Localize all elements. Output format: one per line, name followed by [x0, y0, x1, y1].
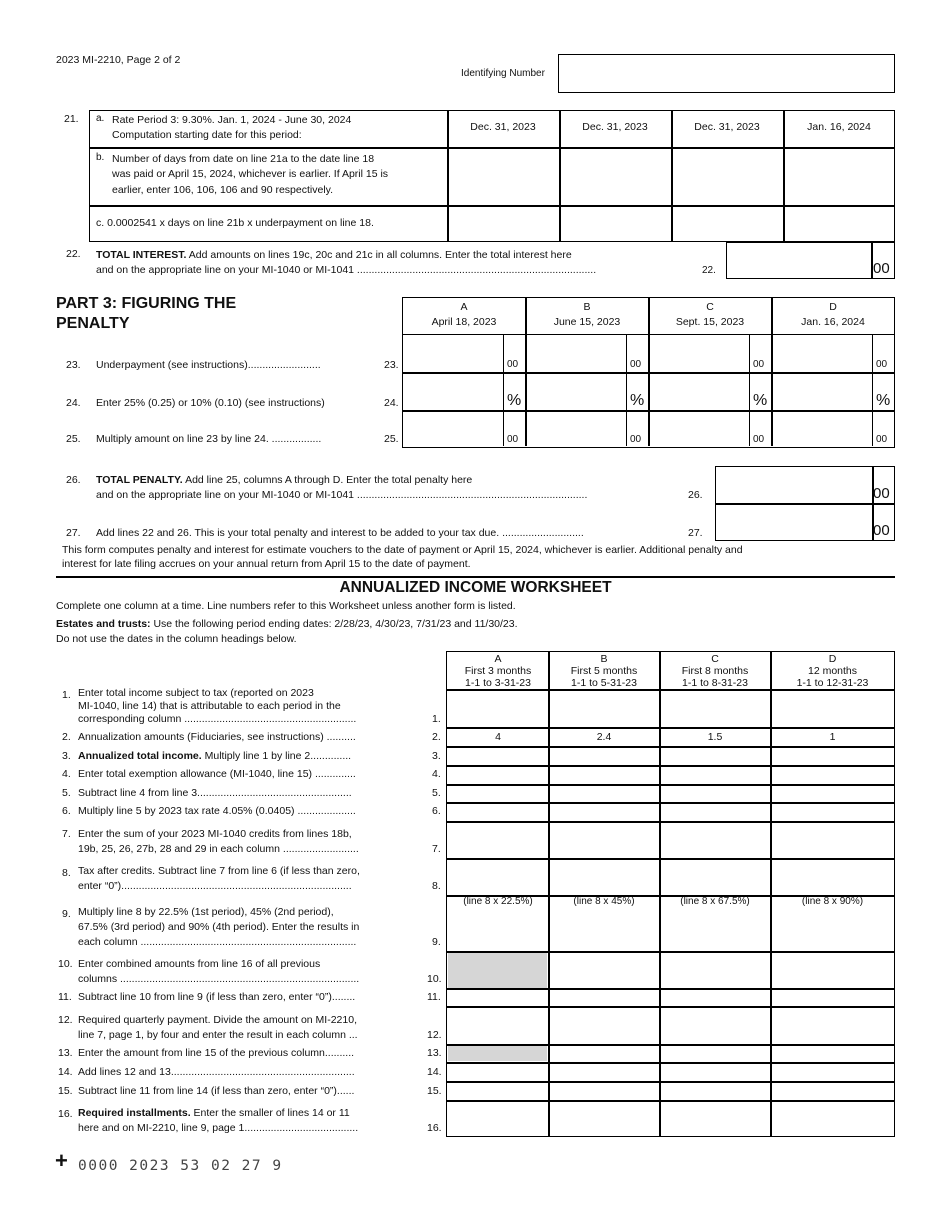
ws-line1-text-1: Enter total income subject to tax (reported on 2023 [78, 687, 314, 699]
ws-line1-ref: 1. [432, 713, 441, 725]
line21a-date-d: Jan. 16, 2024 [807, 121, 871, 133]
ws-line2-col-b: 2.4 [596, 731, 612, 743]
ws-line9-text-3: each column .......................................................................... [78, 936, 357, 948]
line23-col-d-input[interactable] [773, 336, 872, 372]
part3-col-d-date: Jan. 16, 2024 [801, 316, 865, 328]
identifying-number-field[interactable] [558, 54, 895, 93]
ws-line9-hint-d: (line 8 x 90%) [801, 896, 864, 907]
penalty-note-2: interest for late filing accrues on your annual return from April 15 to the date of payment. [62, 558, 471, 570]
ws-line13-ref: 13. [427, 1047, 442, 1059]
penalty-note-1: This form computes penalty and interest for estimate vouchers to the date of payment or April 15, 2024, whichever is earlier. Additional penalty and [62, 544, 743, 556]
ws-line4-text: Enter total exemption allowance (MI-1040, line 15) .............. [78, 768, 356, 780]
ws-line3-ref: 3. [432, 750, 441, 762]
line25-col-a-cents: 00 [507, 434, 519, 445]
line26-ref: 26. [688, 489, 703, 501]
line21a-date-b: Dec. 31, 2023 [582, 121, 648, 133]
ws-line9-text-2: 67.5% (3rd period) and 90% (4th period). Enter the results in [78, 921, 360, 933]
line25-number: 25. [66, 433, 81, 445]
line22-text-1: TOTAL INTEREST. Add amounts on lines 19c, 20c and 21c in all columns. Enter the total interest here [96, 249, 572, 261]
line25-text: Multiply amount on line 23 by line 24. ................. [96, 433, 322, 445]
line22-ref: 22. [702, 265, 716, 276]
line22-text-2: and on the appropriate line on your MI-1040 or MI-1041 .................................................................................. [96, 264, 597, 276]
line23-col-a-input[interactable] [404, 336, 503, 372]
part3-title-1: PART 3: FIGURING THE [56, 295, 237, 312]
line24-ref: 24. [384, 397, 399, 409]
ws-line3-number: 3. [62, 750, 71, 762]
worksheet-col-d-header: D 12 months 1-1 to 12-31-23 [796, 653, 869, 689]
plus-marker-icon: + [55, 1148, 68, 1173]
ws-line15-text: Subtract line 11 from line 14 (if less than zero, enter “0”)...... [78, 1085, 355, 1097]
line27-number: 27. [66, 527, 81, 539]
line24-col-c-percent: % [753, 392, 768, 409]
part3-title-2: PENALTY [56, 315, 130, 332]
scan-line-code: 0000 2023 53 02 27 9 [78, 1158, 283, 1174]
ws-line5-number: 5. [62, 787, 71, 799]
line26-cents: 00 [873, 485, 890, 502]
ws-line16-text-2: here and on MI-2210, line 9, page 1....................................... [78, 1122, 359, 1134]
ws-line11-number: 11. [58, 991, 72, 1003]
line24-col-d-input[interactable] [773, 374, 872, 410]
ws-line5-text: Subtract line 4 from line 3..................................................... [78, 787, 352, 799]
worksheet-title: ANNUALIZED INCOME WORKSHEET [339, 579, 612, 596]
worksheet-grid [446, 651, 895, 1137]
ws-line2-col-a: 4 [495, 731, 501, 743]
ws-line6-number: 6. [62, 805, 71, 817]
line24-text: Enter 25% (0.25) or 10% (0.10) (see instructions) [96, 397, 325, 409]
ws-line9-text-1: Multiply line 8 by 22.5% (1st period), 45% (2nd period), [78, 906, 334, 918]
line25-col-d-cents: 00 [876, 434, 888, 445]
ws-line14-ref: 14. [427, 1066, 442, 1078]
line23-text: Underpayment (see instructions)......................... [96, 359, 321, 371]
line21a-date-a: Dec. 31, 2023 [470, 121, 536, 133]
line23-col-d-cents: 00 [876, 359, 888, 370]
line22-total-field[interactable] [726, 242, 895, 279]
line23-col-a-cents: 00 [507, 359, 519, 370]
section-divider [56, 576, 895, 578]
ws-line1-text-3: corresponding column ........................................................... [78, 713, 357, 725]
ws-line6-text: Multiply line 5 by 2023 tax rate 4.05% (0.0405) .................... [78, 805, 356, 817]
ws-line12-text-1: Required quarterly payment. Divide the amount on MI-2210, [78, 1014, 357, 1026]
ws-line1-text-2: MI-1040, line 14) that is attributable to each period in the [78, 700, 341, 712]
line21a-date-c: Dec. 31, 2023 [694, 121, 760, 133]
worksheet-intro-3: Do not use the dates in the column headings below. [56, 633, 297, 645]
part3-col-a-letter: A [460, 301, 468, 313]
ws-line10-text-2: columns .................................................................................. [78, 973, 360, 985]
ws-line9-hint-c: (line 8 x 67.5%) [680, 896, 750, 907]
line23-number: 23. [66, 359, 81, 371]
ws-line2-col-d: 1 [829, 731, 836, 743]
line24-number: 24. [66, 397, 81, 409]
ws-line9-hint-a: (line 8 x 22.5%) [463, 896, 533, 907]
ws-line14-number: 14. [58, 1066, 73, 1078]
line23-ref: 23. [384, 359, 399, 371]
form-id: 2023 MI-2210, Page 2 of 2 [56, 54, 181, 66]
ws-line12-number: 12. [58, 1014, 73, 1026]
line21b-letter: b. [96, 152, 105, 163]
ws-line13-text: Enter the amount from line 15 of the previous column.......... [78, 1047, 355, 1059]
part3-col-c-letter: C [706, 301, 714, 313]
ws-line4-number: 4. [62, 768, 71, 780]
line23-col-c-cents: 00 [753, 359, 765, 370]
line27-total-field[interactable] [717, 504, 870, 539]
line25-col-a-input[interactable] [404, 412, 503, 447]
line24-col-a-input[interactable] [404, 374, 503, 410]
worksheet-intro-1: Complete one column at a time. Line numbers refer to this Worksheet unless another form is listed. [56, 600, 516, 612]
ws-line7-text-2: 19b, 25, 26, 27b, 28 and 29 in each column .......................... [78, 843, 359, 855]
ws-line2-col-c: 1.5 [707, 731, 723, 743]
worksheet-col-a-header: A First 3 months 1-1 to 3-31-23 [464, 653, 532, 689]
ws-line8-text-1: Tax after credits. Subtract line 7 from line 6 (if less than zero, [78, 865, 360, 877]
ws-line8-number: 8. [62, 867, 71, 879]
ws-line16-ref: 16. [427, 1122, 442, 1134]
ws-line15-ref: 15. [427, 1085, 442, 1097]
ws-line2-number: 2. [62, 731, 71, 743]
line21b-text-1: Number of days from date on line 21a to the date line 18 [112, 153, 375, 165]
line25-ref: 25. [384, 433, 399, 445]
line25-col-d-input[interactable] [773, 412, 872, 447]
line26-text-2: and on the appropriate line on your MI-1040 or MI-1041 ............................................................................... [96, 489, 588, 501]
worksheet-col-c-header: C First 8 months 1-1 to 8-31-23 [681, 653, 749, 689]
ws-line12-ref: 12. [427, 1029, 442, 1041]
ws-line10-number: 10. [58, 958, 73, 970]
ws-line12-text-2: line 7, page 1, by four and enter the result in each column ... [78, 1029, 358, 1041]
worksheet-intro-2: Estates and trusts: Use the following period ending dates: 2/28/23, 4/30/23, 7/31/23 and 11/30/23. [56, 618, 518, 630]
ws-line11-text: Subtract line 10 from line 9 (if less than zero, enter “0”)........ [78, 991, 356, 1003]
line23-col-b-cents: 00 [630, 359, 642, 370]
ws-line3-text: Annualized total income. Multiply line 1 by line 2.............. [78, 750, 352, 762]
line25-col-c-input[interactable] [650, 412, 749, 447]
line24-col-c-input[interactable] [650, 374, 749, 410]
line26-number: 26. [66, 474, 81, 486]
ws-line11-ref: 11. [427, 991, 441, 1003]
ws-line13-number: 13. [58, 1047, 73, 1059]
part3-col-c-date: Sept. 15, 2023 [675, 316, 745, 328]
line27-cents: 00 [873, 522, 890, 539]
worksheet-col-b-header: B First 5 months 1-1 to 5-31-23 [570, 653, 638, 689]
identifying-number-label: Identifying Number [461, 68, 545, 79]
line21c-text: c. 0.0002541 x days on line 21b x underpayment on line 18. [96, 217, 374, 229]
line24-col-a-percent: % [507, 392, 522, 409]
ws-line4-ref: 4. [432, 768, 441, 780]
line22-cents: 00 [873, 260, 890, 277]
ws-line5-ref: 5. [432, 787, 441, 799]
line26-total-field[interactable] [717, 467, 870, 502]
ws-line1-number: 1. [62, 689, 71, 701]
ws-line7-number: 7. [62, 828, 71, 840]
line22-number: 22. [66, 248, 81, 260]
ws-line10-text-1: Enter combined amounts from line 16 of all previous [78, 958, 321, 970]
ws-line6-ref: 6. [432, 805, 441, 817]
ws-line2-text: Annualization amounts (Fiduciaries, see instructions) .......... [78, 731, 356, 743]
ws-line8-ref: 8. [432, 880, 441, 892]
ws-line14-text: Add lines 12 and 13............................................................... [78, 1066, 355, 1078]
line21a-text-1: Rate Period 3: 9.30%. Jan. 1, 2024 - June 30, 2024 [112, 114, 352, 126]
ws-line8-text-2: enter “0”)............................................................................... [78, 880, 352, 892]
line25-col-c-cents: 00 [753, 434, 765, 445]
ws-line7-ref: 7. [432, 843, 441, 855]
ws-line15-number: 15. [58, 1085, 73, 1097]
line21b-text-2: was paid or April 15, 2024, whichever is earlier. If April 15 is [112, 168, 389, 180]
part3-col-b-date: June 15, 2023 [553, 316, 621, 328]
line23-col-b-input[interactable] [527, 336, 626, 372]
ws-line9-hint-b: (line 8 x 45%) [573, 896, 635, 907]
line21b-text-3: earlier, enter 106, 106, 106 and 90 respectively. [112, 184, 334, 196]
line24-col-b-percent: % [630, 392, 645, 409]
line25-col-b-cents: 00 [630, 434, 642, 445]
ws-line10-ref: 10. [427, 973, 442, 985]
part3-col-b-letter: B [583, 301, 591, 313]
ws-line7-text-1: Enter the sum of your 2023 MI-1040 credits from lines 18b, [78, 828, 352, 840]
line21a-text-2: Computation starting date for this period: [112, 129, 302, 141]
line23-col-c-input[interactable] [650, 336, 749, 372]
part3-col-d-letter: D [829, 301, 837, 313]
line24-col-d-percent: % [876, 392, 891, 409]
line26-text-1: TOTAL PENALTY. Add line 25, columns A through D. Enter the total penalty here [96, 474, 473, 486]
ws-line16-number: 16. [58, 1108, 73, 1120]
ws-line16-text-1: Required installments. Enter the smaller of lines 14 or 11 [78, 1107, 350, 1119]
line21-number: 21. [64, 113, 79, 125]
line21a-letter: a. [96, 113, 105, 124]
line25-col-b-input[interactable] [527, 412, 626, 447]
line27-ref: 27. [688, 527, 703, 539]
ws-line9-ref: 9. [432, 936, 441, 948]
line27-text: Add lines 22 and 26. This is your total penalty and interest to be added to your tax due. ............................ [96, 527, 584, 539]
ws-line9-number: 9. [62, 908, 71, 920]
line24-col-b-input[interactable] [527, 374, 626, 410]
ws-line2-ref: 2. [432, 731, 441, 743]
part3-col-a-date: April 18, 2023 [431, 316, 497, 328]
